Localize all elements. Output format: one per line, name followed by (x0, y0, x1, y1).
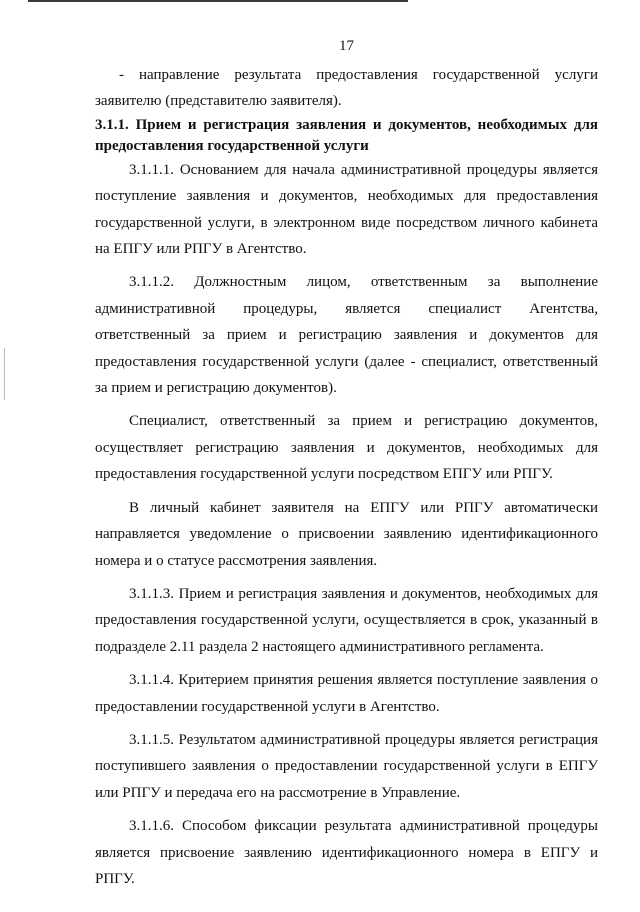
paragraph-3-1-1-6: 3.1.1.6. Способом фиксации результата административной процедуры является присвоение заявлению идентификационного номера в ЕПГУ и РПГУ. (95, 818, 598, 887)
scan-border-line (28, 0, 408, 2)
paragraph-3-1-1-5: 3.1.1.5. Результатом административной процедуры является регистрация поступившего заявления о предоставлении государственной услуги в ЕПГУ или РПГУ и передача его на рассмотрение в Управление. (95, 731, 598, 801)
paragraph-3-1-1-1: 3.1.1.1. Основанием для начала административной процедуры является поступление заявления и документов, необходимых для предоставления государственной услуги, в электронном виде посредством личного кабинета на ЕПГУ или РПГУ в Агентство. (95, 161, 598, 258)
section-heading: 3.1.1. Прием и регистрация заявления и документов, необходимых для предоставления государственной услуги (95, 116, 598, 154)
document-page (95, 36, 598, 892)
scan-margin-mark (4, 348, 5, 400)
paragraph-3-1-1-4: 3.1.1.4. Критерием принятия решения является поступление заявления о предоставлении государственной услуги в Агентство. (95, 672, 598, 715)
document-body (95, 62, 598, 892)
paragraph-specialist: Специалист, ответственный за прием и регистрацию документов, осуществляет регистрацию заявления и документов, необходимых для предоставления государственной услуги посредством ЕПГУ или РПГУ. (95, 413, 598, 483)
paragraph-notification: В личный кабинет заявителя на ЕПГУ или РПГУ автоматически направляется уведомление о присвоении заявлению идентификационного номера и о статусе рассмотрения заявления. (95, 499, 598, 569)
intro-paragraph: - направление результата предоставления государственной услуги заявителю (представителю заявителя). (95, 67, 598, 110)
page-number: 17 (339, 38, 354, 54)
paragraph-3-1-1-3: 3.1.1.3. Прием и регистрация заявления и документов, необходимых для предоставления государственной услуги, осуществляется в срок, указанный в подразделе 2.11 раздела 2 настоящего административного регламента. (95, 585, 598, 655)
paragraph-3-1-1-2: 3.1.1.2. Должностным лицом, ответственным за выполнение административной процедуры, является специалист Агентства, ответственный за прием и регистрацию заявления и документов для предоставления государственной услуги (далее - специалист, ответственный за прием и регистрацию документов). (95, 274, 598, 397)
